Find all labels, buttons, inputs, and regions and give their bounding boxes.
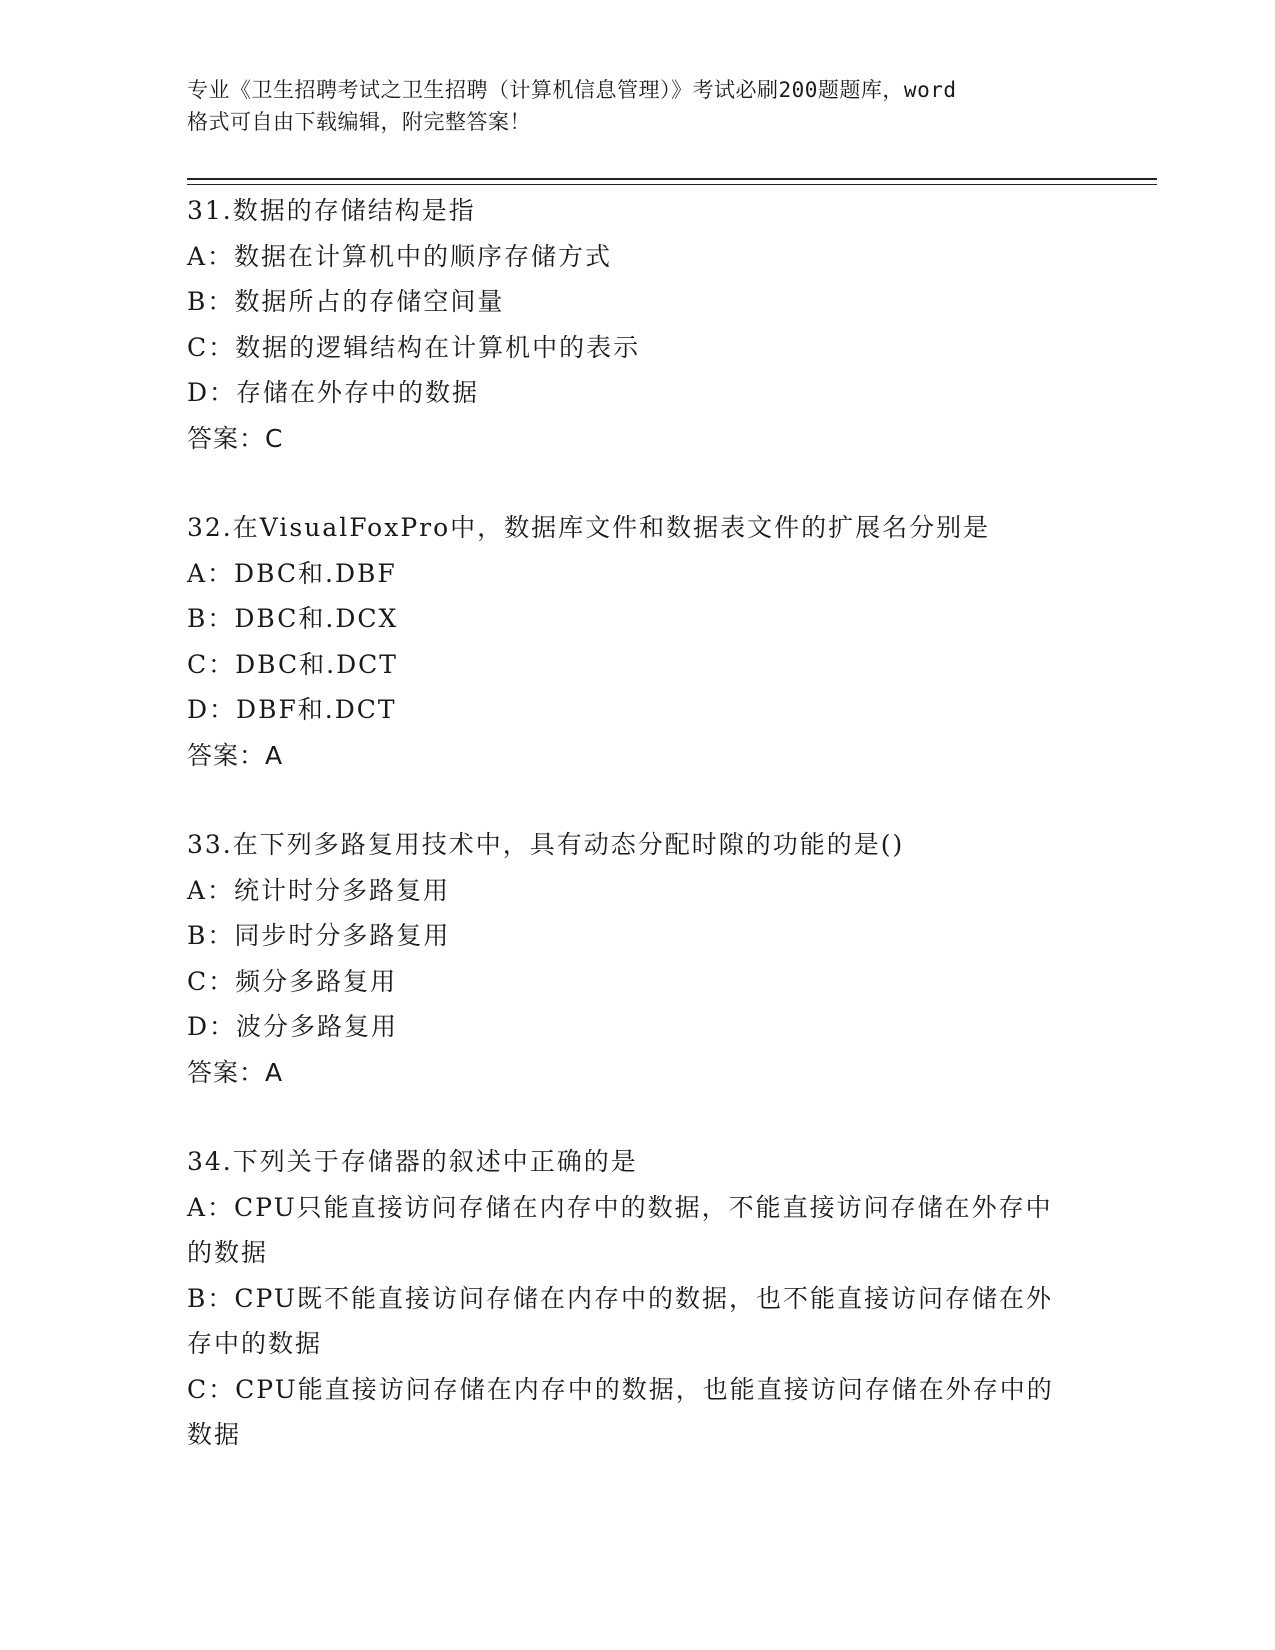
answer-label: 答案：C	[187, 423, 284, 453]
header-line-1: 专业《卫生招聘考试之卫生招聘（计算机信息管理）》考试必刷200题题库，word	[187, 78, 957, 102]
option-d: D：存储在外存中的数据	[187, 378, 480, 407]
question-31	[187, 188, 1087, 461]
header-divider-thin	[187, 184, 1157, 185]
option-c: C：CPU能直接访问存储在内存中的数据，也能直接访问存储在外存中的数据	[187, 1374, 1054, 1449]
document-header	[187, 74, 1087, 138]
option-c: C：频分多路复用	[187, 966, 398, 996]
question-33	[187, 822, 1087, 1095]
question-stem: 33.在下列多路复用技术中，具有动态分配时隙的功能的是()	[187, 830, 905, 859]
option-b: B：同步时分多路复用	[187, 921, 451, 950]
question-list	[187, 188, 1087, 1502]
option-a: A：统计时分多路复用	[187, 875, 451, 905]
question-stem: 34.下列关于存储器的叙述中正确的是	[187, 1147, 638, 1176]
answer-label: 答案：A	[187, 740, 284, 770]
option-a: A：DBC和.DBF	[187, 558, 397, 588]
question-stem: 31.数据的存储结构是指	[187, 196, 476, 225]
answer-label: 答案：A	[187, 1057, 284, 1087]
option-b: B：DBC和.DCX	[187, 604, 399, 633]
header-divider-thick	[187, 178, 1157, 180]
option-d: D：DBF和.DCT	[187, 695, 397, 724]
option-b: B：数据所占的存储空间量	[187, 287, 505, 316]
option-d: D：波分多路复用	[187, 1012, 399, 1041]
option-c: C：DBC和.DCT	[187, 649, 398, 679]
option-c: C：数据的逻辑结构在计算机中的表示	[187, 332, 641, 362]
option-b: B：CPU既不能直接访问存储在内存中的数据，也不能直接访问存储在外存中的数据	[187, 1283, 1053, 1358]
option-a: A：CPU只能直接访问存储在内存中的数据，不能直接访问存储在外存中的数据	[187, 1192, 1053, 1267]
question-stem: 32.在VisualFoxPro中，数据库文件和数据表文件的扩展名分别是	[187, 513, 991, 542]
question-34	[187, 1139, 1087, 1458]
question-32	[187, 505, 1087, 778]
option-a: A：数据在计算机中的顺序存储方式	[187, 241, 613, 271]
header-line-2: 格式可自由下载编辑，附完整答案！	[187, 110, 531, 134]
